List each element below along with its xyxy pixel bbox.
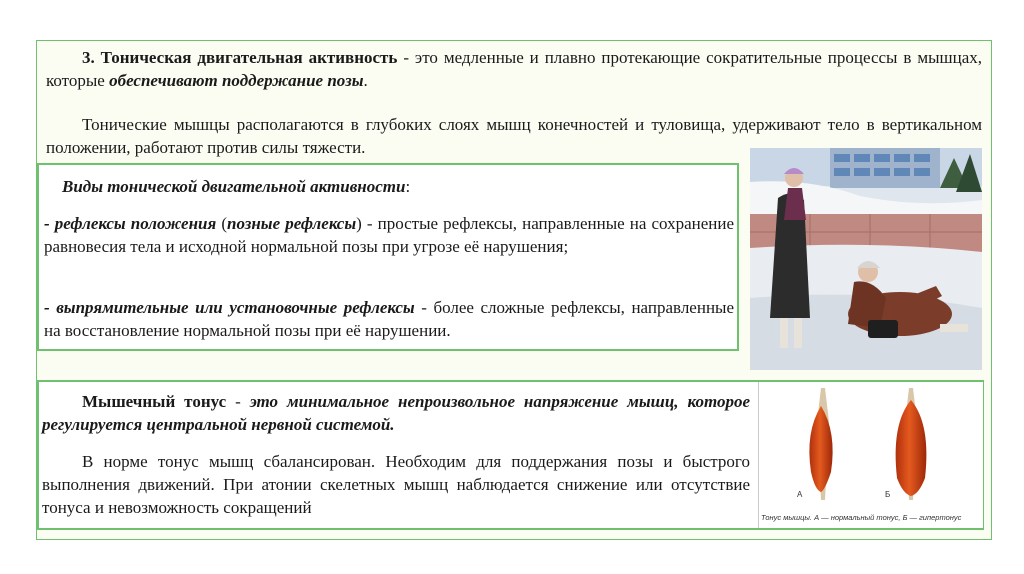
reflex-item-position <box>44 212 734 258</box>
muscle-tone-definition-text: это минимальное непроизвольное напряжение мышц, которое регулируется центральной нервной системой. <box>42 392 751 434</box>
figure-label-b: Б <box>885 490 891 499</box>
intro-emphasis: обеспечивают поддержание позы <box>109 71 364 90</box>
photo-illustration <box>750 148 982 370</box>
muscle-illustration <box>759 382 983 512</box>
muscle-tone-figure <box>758 382 983 528</box>
intro-second-paragraph: Тонические мышцы располагаются в глубоких слоях мышц конечностей и туловища, удерживают тело в вертикальном положении, работают против силы тяжести. <box>46 115 982 157</box>
reflex-item-righting <box>44 296 734 342</box>
muscle-tone-body: В норме тонус мышц сбалансирован. Необходим для поддержания позы и быстрого выполнения движений. При атонии скелетных мышц наблюдается снижение или отсутствие тонуса и невозможность сокращений <box>42 452 750 517</box>
winter-fall-photo <box>750 148 982 370</box>
muscle-tone-definition <box>42 390 750 436</box>
reflex-types-heading-text: Виды тонической двигательной активности <box>62 177 406 196</box>
figure-label-a: А <box>797 490 803 499</box>
muscle-tone-dash: - <box>226 392 250 411</box>
reflex-item-position-term: рефлексы положения <box>54 214 217 233</box>
reflex-item-dash: - <box>44 214 55 233</box>
figure-caption: Тонус мышцы. А — нормальный тонус, Б — гипертонус <box>761 513 962 522</box>
reflex-item-righting-text: - более сложные рефлексы, направленные на восстановление нормальной позы при её нарушении. <box>44 298 735 340</box>
reflex-item-position-text: ) - простые рефлексы, направленные на сохранение равновесия тела и исходной нормальной позы при угрозе её нарушения; <box>44 214 734 256</box>
reflex-types-heading-colon: : <box>405 177 411 196</box>
reflex-types-heading <box>62 175 722 198</box>
reflex-item-paren: ( <box>216 214 227 233</box>
intro-definition: - это медленные и плавно протекающие сократительные процессы в мышцах, которые <box>46 48 982 90</box>
reflex-item-righting-term: - выпрямительные или установочные рефлексы <box>44 298 415 317</box>
intro-paragraph <box>46 46 982 92</box>
intro-term: 3. Тоническая двигательная активность <box>82 48 398 67</box>
intro-end: . <box>363 71 368 90</box>
reflex-item-position-term2: позные рефлексы <box>226 214 357 233</box>
muscle-tone-term: Мышечный тонус <box>82 392 227 411</box>
